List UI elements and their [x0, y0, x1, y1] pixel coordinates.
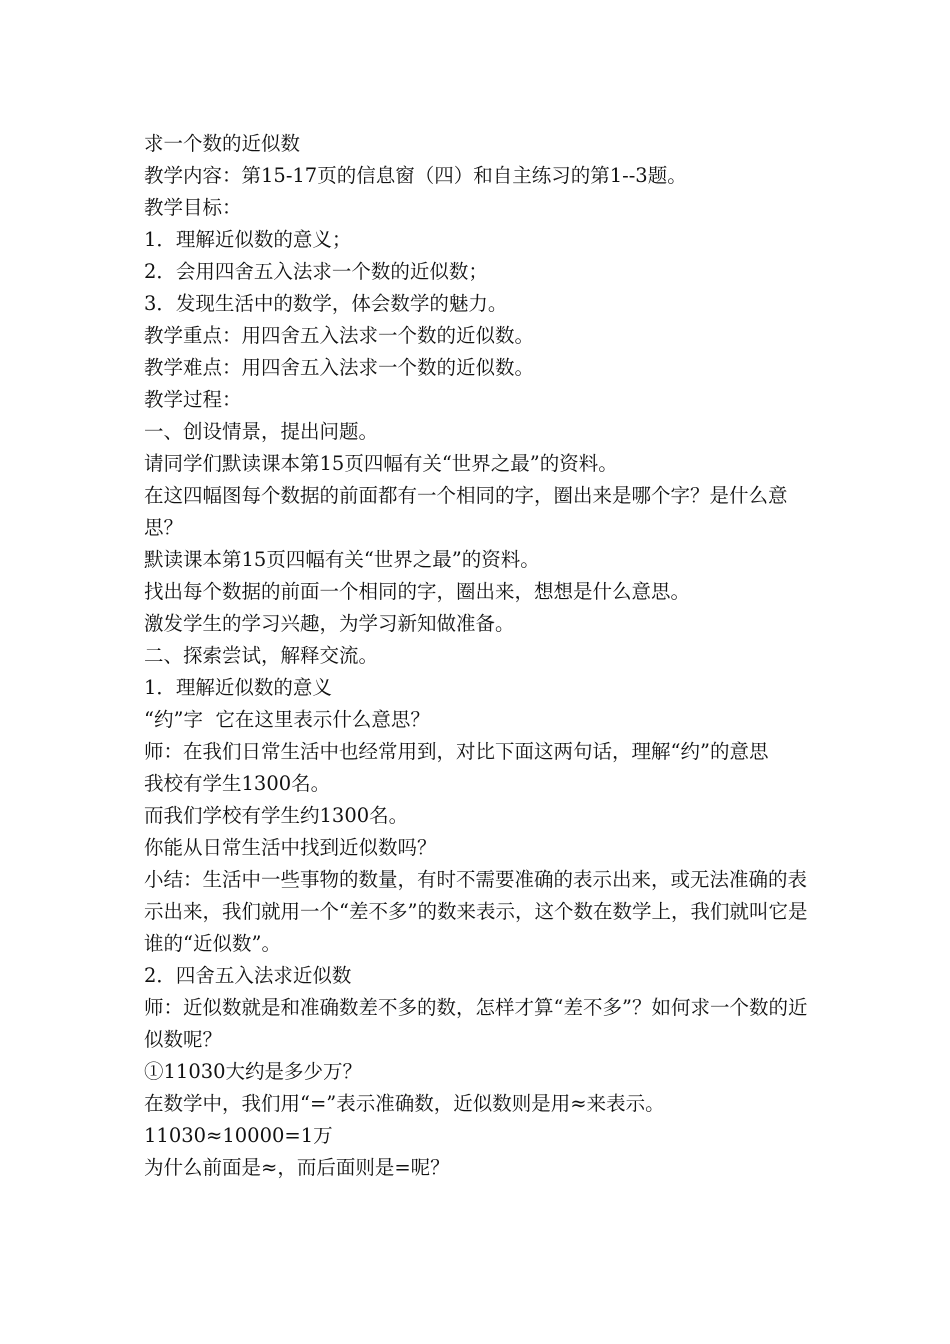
- teaching-difficulty: 教学难点：用四舍五入法求一个数的近似数。: [144, 356, 535, 379]
- paragraph: 11030≈10000=1万: [144, 1124, 333, 1147]
- goal-item-2: 2．会用四舍五入法求一个数的近似数；: [144, 260, 488, 283]
- teaching-focus: 教学重点：用四舍五入法求一个数的近似数。: [144, 324, 535, 347]
- subsection-heading: 1．理解近似数的意义: [144, 676, 332, 699]
- teaching-process-heading: 教学过程：: [144, 388, 242, 411]
- teaching-content: 教学内容：第15-17页的信息窗（四）和自主练习的第1--3题。: [144, 164, 687, 187]
- paragraph: 请同学们默读课本第15页四幅有关“世界之最”的资料。: [144, 452, 618, 475]
- section-one-heading: 一、创设情景，提出问题。: [144, 420, 379, 443]
- goal-item-1: 1．理解近似数的意义；: [144, 228, 352, 251]
- paragraph: 在数学中，我们用“=”表示准确数，近似数则是用≈来表示。: [144, 1092, 665, 1115]
- document-title: 求一个数的近似数: [144, 132, 301, 155]
- paragraph: 你能从日常生活中找到近似数吗？: [144, 836, 437, 859]
- summary-paragraph: 小结：生活中一些事物的数量，有时不需要准确的表示出来，或无法准确的表示出来，我们就用一个“差不多”的数来表示，这个数在数学上，我们就叫它是谁的“近似数”。: [144, 868, 808, 955]
- paragraph: 找出每个数据的前面一个相同的字，圈出来，想想是什么意思。: [144, 580, 691, 603]
- paragraph: 激发学生的学习兴趣，为学习新知做准备。: [144, 612, 515, 635]
- teaching-goals-heading: 教学目标：: [144, 196, 242, 219]
- document-body: [144, 128, 812, 1184]
- paragraph: 为什么前面是≈，而后面则是=呢？: [144, 1156, 450, 1179]
- paragraph: “约”字 它在这里表示什么意思？: [144, 708, 430, 731]
- paragraph: 师：近似数就是和准确数差不多的数，怎样才算“差不多”？如何求一个数的近似数呢？: [144, 996, 808, 1051]
- paragraph: 在这四幅图每个数据的前面都有一个相同的字，圈出来是哪个字？是什么意思？: [144, 484, 788, 539]
- paragraph: 师：在我们日常生活中也经常用到，对比下面这两句话，理解“约”的意思: [144, 740, 769, 763]
- goal-item-3: 3．发现生活中的数学，体会数学的魅力。: [144, 292, 508, 315]
- paragraph: ①11030大约是多少万？: [144, 1060, 363, 1083]
- subsection-heading: 2．四舍五入法求近似数: [144, 964, 352, 987]
- paragraph: 我校有学生1300名。: [144, 772, 331, 795]
- section-two-heading: 二、探索尝试，解释交流。: [144, 644, 379, 667]
- paragraph: 而我们学校有学生约1300名。: [144, 804, 409, 827]
- paragraph: 默读课本第15页四幅有关“世界之最”的资料。: [144, 548, 540, 571]
